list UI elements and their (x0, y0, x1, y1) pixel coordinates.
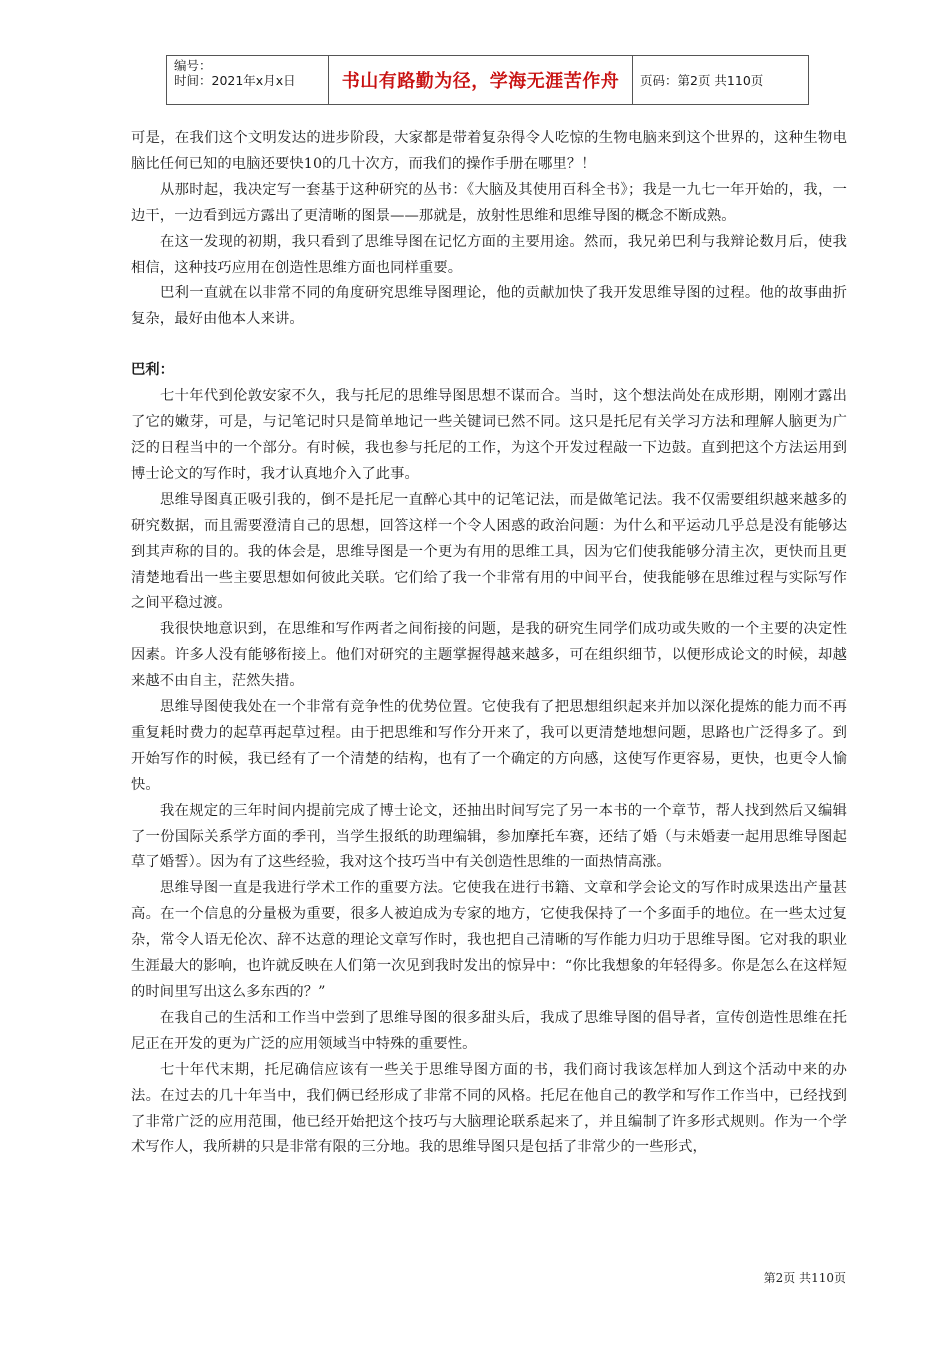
document-body (131, 126, 847, 1161)
paragraph: 巴利一直就在以非常不同的角度研究思维导图理论，他的贡献加快了我开发思维导图的过程。他的故事曲折复杂，最好由他本人来讲。 (131, 285, 847, 328)
number-label: 编号： (174, 58, 212, 73)
paragraph: 我在规定的三年时间内提前完成了博士论文，还抽出时间写完了另一本书的一个章节，帮人找到然后又编辑了一份国际关系学方面的季刊，当学生报纸的助理编辑，参加摩托车赛，还结了婚（与未婚妻一起用思维导图起草了婚誓）。因为有了这些经验，我对这个技巧当中有关创造性思维的一面热情高涨。 (131, 802, 847, 871)
time-label: 时间：2021年x月x日 (174, 73, 296, 88)
document-header (166, 55, 809, 105)
page-footer: 第2页 共110页 (763, 1271, 846, 1285)
paragraph: 思维导图真正吸引我的，倒不是托尼一直醉心其中的记笔记法，而是做笔记法。我不仅需要组织越来越多的研究数据，而且需要澄清自己的思想，回答这样一个令人困惑的政治问题：为什么和平运动几乎总是没有能够达到其声称的目的。我的体会是，思维导图是一个更为有用的思维工具，因为它们使我能够分清主次，更快而且更清楚地看出一些主要思想如何彼此关联。它们给了我一个非常有用的中间平台，使我能够在思维过程与实际写作之间平稳过渡。 (131, 491, 847, 612)
paragraph: 我很快地意识到，在思维和写作两者之间衔接的问题，是我的研究生同学们成功或失败的一个主要的决定性因素。许多人没有能够衔接上。他们对研究的主题掌握得越来越多，可在组织细节，以便形成论文的时候，却越来越不由自主，茫然失措。 (131, 621, 847, 690)
header-meta-cell (167, 56, 329, 104)
paragraph: 七十年代末期，托尼确信应该有一些关于思维导图方面的书，我们商讨我该怎样加人到这个活动中来的办法。在过去的几十年当中，我们俩已经形成了非常不同的风格。托尼在他自己的教学和写作工作当中，已经找到了非常广泛的应用范围，他已经开始把这个技巧与大脑理论联系起来了，并且编制了许多形式规则。作为一个学术写作人，我所耕的只是非常有限的三分地。我的思维导图只是包括了非常少的一些形式， (131, 1061, 847, 1156)
paragraph: 从那时起，我决定写一套基于这种研究的丛书：《大脑及其使用百科全书》；我是一九七一年开始的，我，一边干，一边看到远方露出了更清晰的图景——那就是，放射性思维和思维导图的概念不断成熟。 (131, 181, 847, 224)
paragraph: 可是，在我们这个文明发达的进步阶段，大家都是带着复杂得令人吃惊的生物电脑来到这个世界的，这种生物电脑比任何已知的电脑还要快10的几十次方，而我们的操作手册在哪里？！ (131, 130, 847, 172)
header-page-cell (633, 56, 808, 104)
paragraph: 思维导图一直是我进行学术工作的重要方法。它使我在进行书籍、文章和学会论文的写作时成果迭出产量甚高。在一个信息的分量极为重要，很多人被迫成为专家的地方，它使我保持了一个多面手的地位。在一些太过复杂，常令人语无伦次、辞不达意的理论文章写作时，我也把自己清晰的写作能力归功于思维导图。它对我的职业生涯最大的影响，也许就反映在人们第一次见到我时发出的惊异中：“你比我想象的年轻得多。你是怎么在这样短的时间里写出这么多东西的？” (131, 880, 847, 1000)
header-page-info: 页码：第2页 共110页 (640, 73, 764, 88)
paragraph: 七十年代到伦敦安家不久，我与托尼的思维导图思想不谋而合。当时，这个想法尚处在成形期，刚刚才露出了它的嫩芽，可是，与记笔记时只是简单地记一些关键词已然不同。这只是托尼有关学习方法和理解人脑更为广泛的日程当中的一个部分。有时候，我也参与托尼的工作，为这个开发过程敲一下边鼓。直到把这个方法运用到博士论文的写作时，我才认真地介入了此事。 (131, 388, 847, 482)
paragraph: 在我自己的生活和工作当中尝到了思维导图的很多甜头后，我成了思维导图的倡导者，宣传创造性思维在托尼正在开发的更为广泛的应用领域当中特殊的重要性。 (131, 1009, 847, 1052)
paragraph: 思维导图使我处在一个非常有竞争性的优势位置。它使我有了把思想组织起来并加以深化提炼的能力而不再重复耗时费力的起草再起草过程。由于把思维和写作分开来了，我可以更清楚地想问题，思路也广泛得多了。到开始写作的时候，我已经有了一个清楚的结构，也有了一个确定的方向感，这使写作更容易，更快，也更令人愉快。 (131, 699, 847, 793)
paragraph: 在这一发现的初期，我只看到了思维导图在记忆方面的主要用途。然而，我兄弟巴利与我辩论数月后，使我相信，这种技巧应用在创造性思维方面也同样重要。 (131, 233, 847, 276)
motto-text: 书山有路勤为径，学海无涯苦作舟 (341, 71, 620, 92)
header-motto-cell (329, 56, 633, 104)
speaker-heading: 巴利： (131, 362, 174, 379)
